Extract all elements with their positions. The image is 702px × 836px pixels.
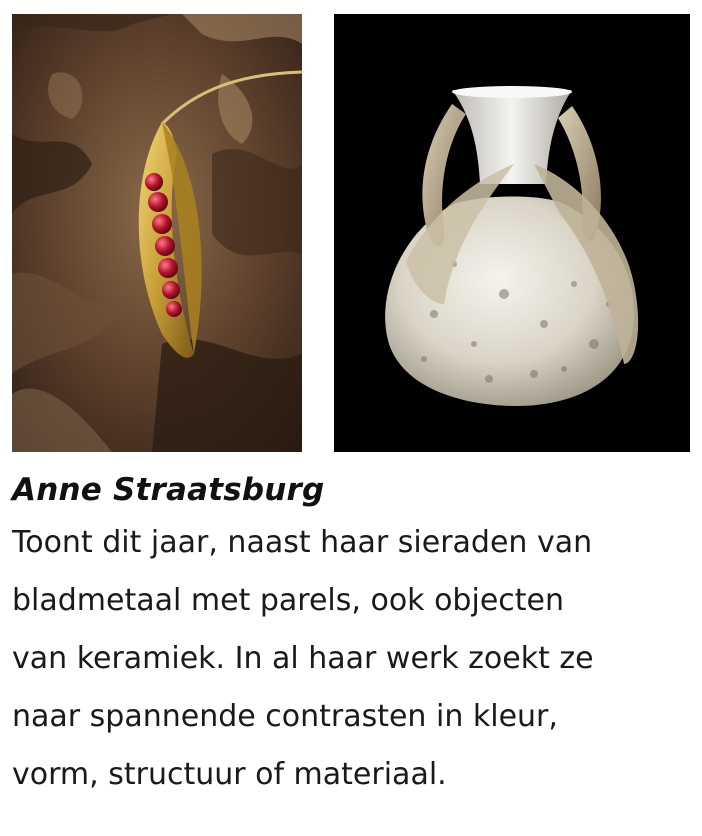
pendant-image — [12, 14, 302, 452]
description-line: bladmetaal met parels, ook objecten — [12, 583, 564, 618]
ceramic-vase-image — [334, 14, 690, 452]
photo-pendant — [12, 14, 302, 452]
description-line: Toont dit jaar, naast haar sieraden van — [12, 525, 593, 560]
description-line: van keramiek. In al haar werk zoekt ze — [12, 641, 594, 676]
artist-name: Anne Straatsburg — [12, 472, 325, 508]
description-line: vorm, structuur of materiaal. — [12, 757, 447, 792]
caption-block — [12, 470, 692, 804]
description-line: naar spannende contrasten in kleur, — [12, 699, 558, 734]
artist-description — [12, 514, 692, 804]
photo-ceramic-vase — [334, 14, 690, 452]
